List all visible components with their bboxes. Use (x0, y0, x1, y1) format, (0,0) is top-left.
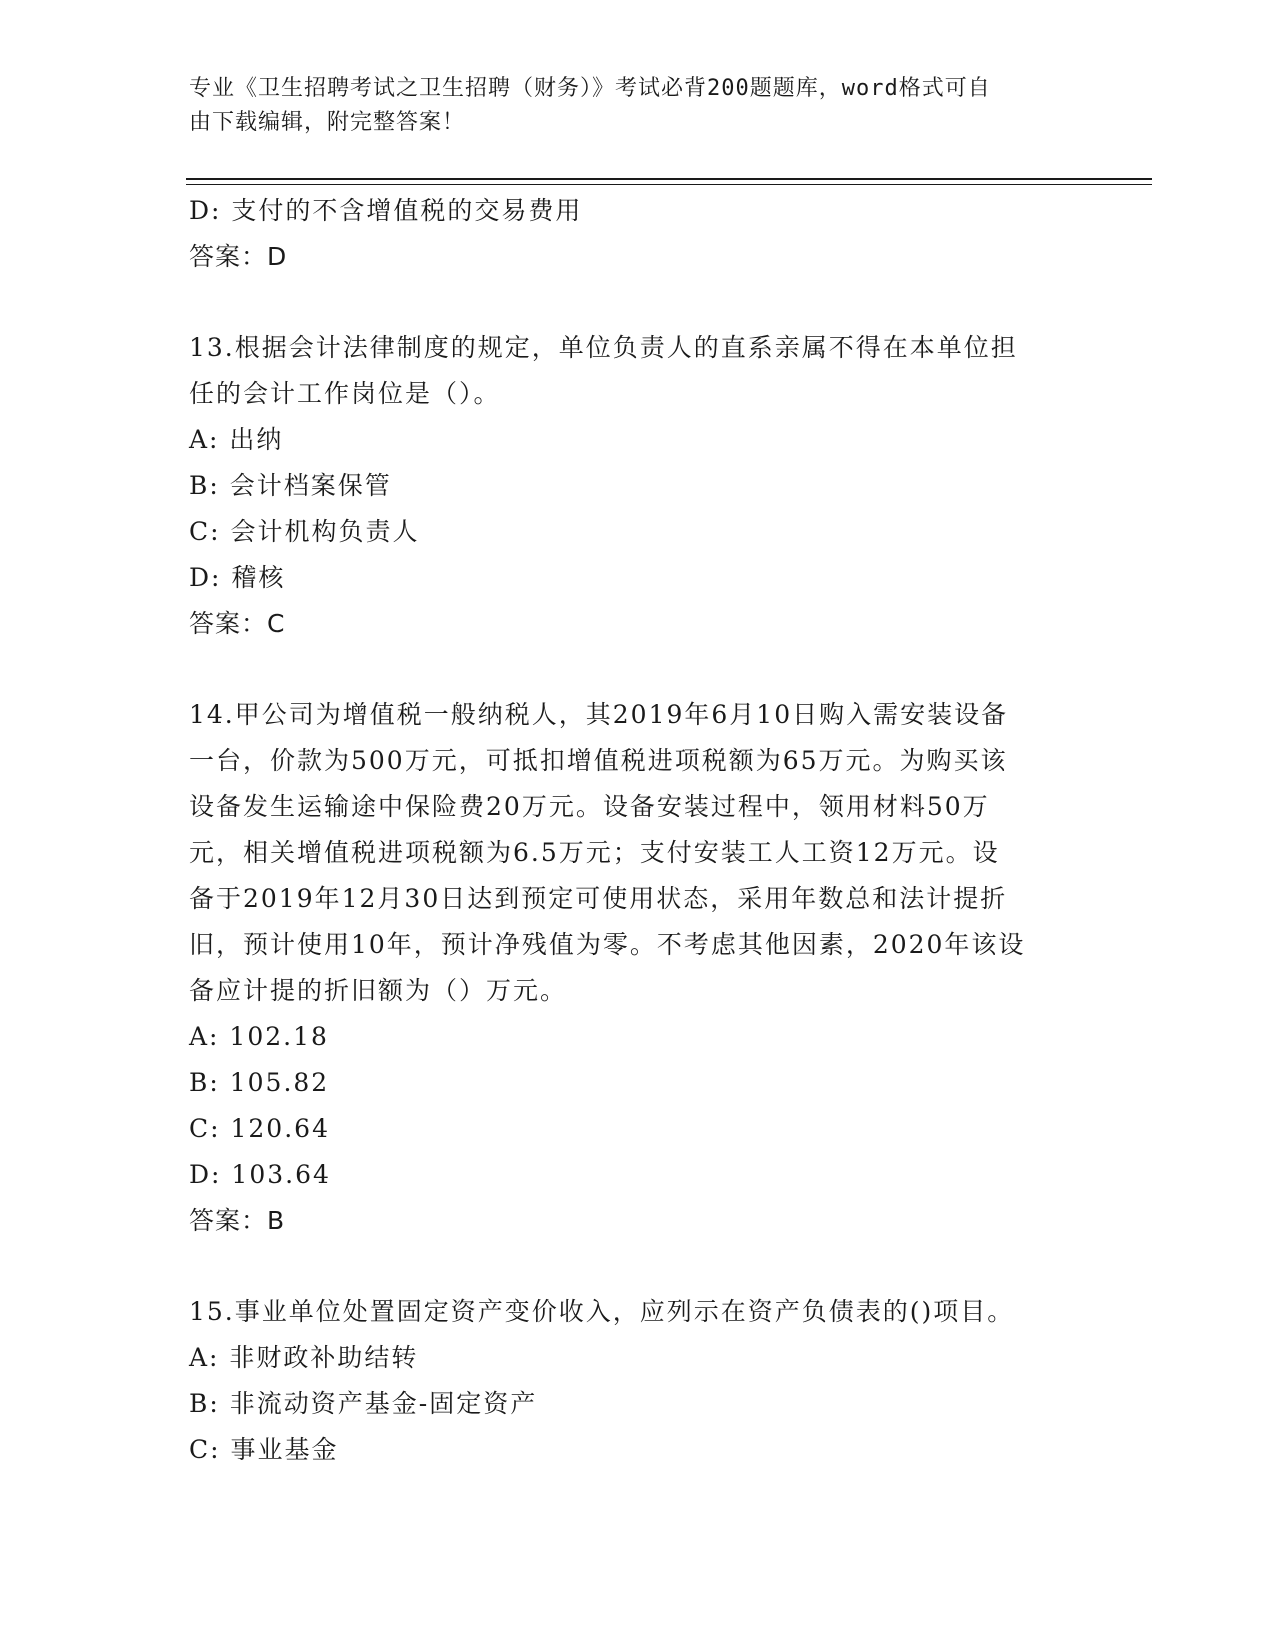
q14-stem-line-7: 备应计提的折旧额为（）万元。 (189, 976, 568, 1005)
q14-answer: 答案：B (189, 1206, 286, 1235)
q14-stem-line-6: 旧，预计使用10年，预计净残值为零。不考虑其他因素，2020年该设 (189, 930, 1026, 959)
q14-option-d: D: 103.64 (189, 1160, 331, 1189)
q15-option-c: C: 事业基金 (189, 1435, 339, 1464)
header-line-1: 专业《卫生招聘考试之卫生招聘（财务）》考试必背200题题库，word格式可自 (189, 76, 991, 101)
q15-option-a: A: 非财政补助结转 (189, 1343, 419, 1372)
q13-option-a: A: 出纳 (189, 425, 284, 454)
q14-option-a: A: 102.18 (189, 1022, 329, 1051)
prev-answer: 答案：D (189, 242, 288, 271)
q14-option-b: B: 105.82 (189, 1068, 330, 1097)
q13-stem-line-2: 任的会计工作岗位是（）。 (189, 379, 501, 408)
question-14 (189, 692, 1089, 1244)
q13-option-d: D: 稽核 (189, 563, 286, 592)
q13-option-c: C: 会计机构负责人 (189, 517, 420, 546)
prev-option-d: D: 支付的不含增值税的交易费用 (189, 196, 583, 225)
q15-option-b: B: 非流动资产基金-固定资产 (189, 1389, 538, 1418)
q14-option-c: C: 120.64 (189, 1114, 330, 1143)
q14-stem-line-5: 备于2019年12月30日达到预定可使用状态，采用年数总和法计提折 (189, 884, 1008, 913)
q14-stem-line-2: 一台，价款为500万元，可抵扣增值税进项税额为65万元。为购买该 (189, 746, 1008, 775)
document-header (189, 72, 1069, 140)
question-15 (189, 1289, 1089, 1473)
q14-stem-line-3: 设备发生运输途中保险费20万元。设备安装过程中，领用材料50万 (189, 792, 990, 821)
q14-stem-line-1: 14.甲公司为增值税一般纳税人，其2019年6月10日购入需安装设备 (189, 700, 1009, 729)
header-rule-thin (186, 184, 1152, 185)
question-13 (189, 325, 1089, 647)
q14-stem-line-4: 元，相关增值税进项税额为6.5万元；支付安装工人工资12万元。设 (189, 838, 1000, 867)
question-content (189, 188, 1089, 1473)
q15-stem-line-1: 15.事业单位处置固定资产变价收入，应列示在资产负债表的()项目。 (189, 1297, 1015, 1326)
q13-answer: 答案：C (189, 609, 286, 638)
header-line-2: 由下载编辑，附完整答案！ (189, 110, 466, 135)
header-rule-thick (186, 178, 1152, 180)
q13-option-b: B: 会计档案保管 (189, 471, 392, 500)
q13-stem-line-1: 13.根据会计法律制度的规定，单位负责人的直系亲属不得在本单位担 (189, 333, 1018, 362)
